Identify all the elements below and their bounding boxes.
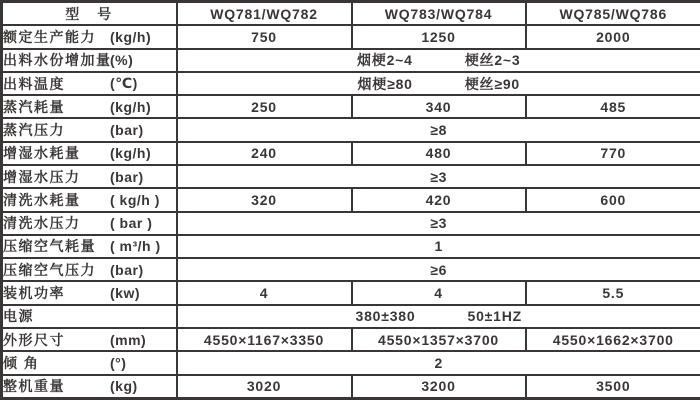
value-cell: 1250 <box>352 25 526 48</box>
row-unit: (bar) <box>110 261 144 278</box>
row-label: 蒸汽耗量 <box>3 98 65 115</box>
table-row <box>2 118 700 141</box>
row-label: 出料水份增加量 <box>3 52 112 69</box>
row-unit: (℃) <box>110 75 138 92</box>
value-cell: 3020 <box>177 375 352 399</box>
row-label-cell <box>2 142 177 165</box>
row-label: 倾 角 <box>3 354 40 371</box>
model-name: WQ781/WQ782 <box>177 2 352 26</box>
value-cell: 3500 <box>526 375 700 399</box>
row-unit: (kg/h) <box>110 145 152 162</box>
span-part: 50±1HZ <box>467 308 523 325</box>
row-label-cell <box>2 212 177 235</box>
span-value-cell: 1 <box>177 235 700 258</box>
row-label: 清洗水压力 <box>3 215 81 232</box>
span-part: 梗丝≥90 <box>464 75 521 92</box>
row-label-cell <box>2 235 177 258</box>
value-cell: 420 <box>352 188 526 211</box>
value-cell: 600 <box>526 188 700 211</box>
row-label-cell <box>2 305 177 328</box>
row-label: 增湿水耗量 <box>3 145 81 162</box>
row-label: 压缩空气耗量 <box>3 238 96 255</box>
value-cell: 5.5 <box>526 281 700 304</box>
row-label-cell <box>2 258 177 281</box>
value-cell: 480 <box>352 142 526 165</box>
table-row <box>2 351 700 374</box>
span-value-cell <box>177 72 700 95</box>
row-label: 出料温度 <box>3 75 65 92</box>
row-unit: (bar) <box>110 168 144 185</box>
row-unit: ( m³/h ) <box>110 238 161 255</box>
row-label-cell <box>2 281 177 304</box>
table-row <box>2 258 700 281</box>
span-part: 烟梗2~4 <box>357 52 413 69</box>
value-cell: 4 <box>352 281 526 304</box>
row-label: 压缩空气压力 <box>3 261 96 278</box>
row-label-cell <box>2 49 177 72</box>
row-label-cell <box>2 72 177 95</box>
value-cell: 485 <box>526 95 700 118</box>
value-cell: 4550×1662×3700 <box>526 328 700 351</box>
span-value-cell: ≥3 <box>177 165 700 188</box>
table-row <box>2 142 700 165</box>
row-unit: (kg/h) <box>110 28 152 45</box>
span-part: 烟梗≥80 <box>357 75 413 92</box>
model-name: WQ783/WQ784 <box>352 2 526 26</box>
row-unit: ( kg/h ) <box>110 191 160 208</box>
table-row <box>2 212 700 235</box>
row-label: 增湿水压力 <box>3 168 81 185</box>
value-cell: 770 <box>526 142 700 165</box>
table-row <box>2 375 700 399</box>
table-row <box>2 188 700 211</box>
table-row <box>2 235 700 258</box>
span-value-cell <box>177 305 700 328</box>
row-label-cell <box>2 118 177 141</box>
row-label-cell <box>2 328 177 351</box>
row-label: 电源 <box>3 308 34 325</box>
row-label: 整机重量 <box>3 378 65 395</box>
model-header-label: 型 号 <box>2 2 177 26</box>
table-row <box>2 25 700 48</box>
row-unit: (°) <box>110 354 127 371</box>
value-cell: 4550×1167×3350 <box>177 328 352 351</box>
row-label: 清洗水耗量 <box>3 191 81 208</box>
span-value-cell: 2 <box>177 351 700 374</box>
value-cell: 4550×1357×3700 <box>352 328 526 351</box>
value-cell: 750 <box>177 25 352 48</box>
row-label: 装机功率 <box>3 285 65 302</box>
span-value-cell: ≥8 <box>177 118 700 141</box>
value-cell: 4 <box>177 281 352 304</box>
table-row <box>2 328 700 351</box>
table-row <box>2 281 700 304</box>
row-unit: (kg/h) <box>110 98 152 115</box>
value-cell: 240 <box>177 142 352 165</box>
span-part: 380±380 <box>355 308 416 325</box>
row-label: 外形尺寸 <box>3 331 65 348</box>
table-row <box>2 165 700 188</box>
row-unit: (kw) <box>110 285 140 302</box>
row-label-cell <box>2 165 177 188</box>
row-unit: (%) <box>110 52 134 69</box>
value-cell: 320 <box>177 188 352 211</box>
span-value-cell: ≥6 <box>177 258 700 281</box>
row-label-cell <box>2 351 177 374</box>
row-unit: (bar) <box>110 122 144 139</box>
value-cell: 250 <box>177 95 352 118</box>
row-unit: (mm) <box>110 331 147 348</box>
span-part: 梗丝2~3 <box>464 52 521 69</box>
model-name: WQ785/WQ786 <box>526 2 700 26</box>
table-row <box>2 305 700 328</box>
row-label-cell <box>2 95 177 118</box>
table-row <box>2 95 700 118</box>
row-label: 额定生产能力 <box>3 28 96 45</box>
table-row <box>2 72 700 95</box>
table-header-row <box>2 2 700 26</box>
table-row <box>2 49 700 72</box>
row-label-cell <box>2 188 177 211</box>
row-label: 蒸汽压力 <box>3 122 65 139</box>
span-value-cell: ≥3 <box>177 212 700 235</box>
row-label-cell <box>2 375 177 399</box>
value-cell: 3200 <box>352 375 526 399</box>
row-unit: (kg) <box>110 378 138 395</box>
row-label-cell <box>2 25 177 48</box>
value-cell: 340 <box>352 95 526 118</box>
value-cell: 2000 <box>526 25 700 48</box>
span-value-cell <box>177 49 700 72</box>
row-unit: ( bar ) <box>110 215 153 232</box>
